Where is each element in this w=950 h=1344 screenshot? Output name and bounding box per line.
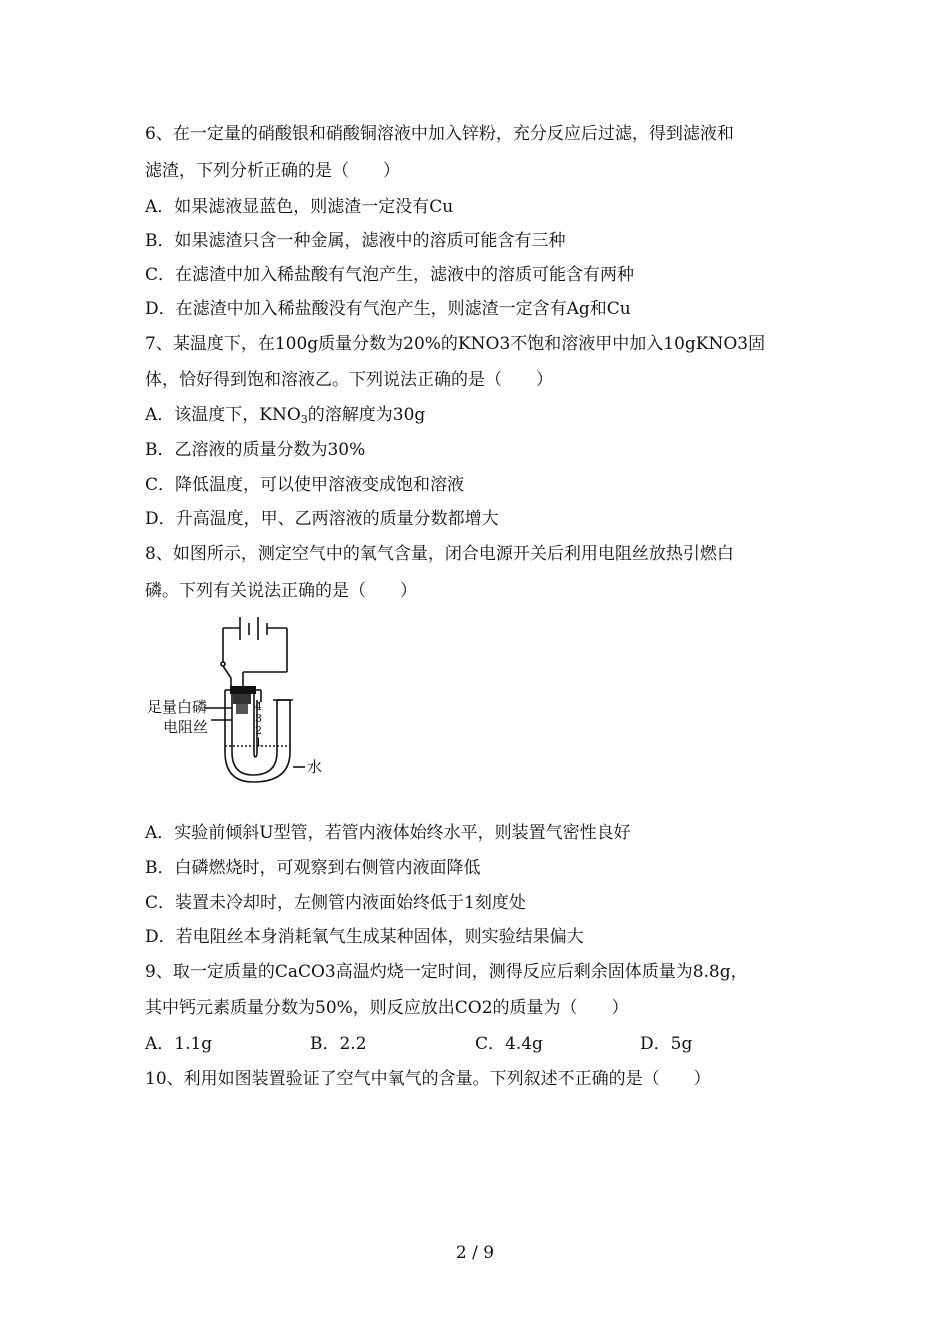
q7-option-a-text: A．该温度下，KNO <box>145 405 301 425</box>
scale-mark-2: 2 <box>255 724 262 737</box>
q7-option-a-rest: 的溶解度为30g <box>307 405 426 425</box>
q6-option-a: A．如果滤液显蓝色，则滤渣一定没有Cu <box>145 197 454 217</box>
q7-option-b: B．乙溶液的质量分数为30% <box>145 440 366 460</box>
q9-stem-line2: 其中钙元素质量分数为50%，则反应放出CO2的质量为（ ） <box>145 998 629 1018</box>
q8-option-b: B．白磷燃烧时，可观察到右侧管内液面降低 <box>145 858 481 878</box>
q8-option-c: C．装置未冷却时，左侧管内液面始终低于1刻度处 <box>145 893 526 913</box>
q6-option-c: C．在滤渣中加入稀盐酸有气泡产生，滤液中的溶质可能含有两种 <box>145 265 635 285</box>
q9-option-d: D．5g <box>640 1034 693 1054</box>
q7-stem-line1: 7、某温度下，在100g质量分数为20%的KNO3不饱和溶液甲中加入10gKNO3固 <box>145 334 766 354</box>
q7-option-d: D．升高温度，甲、乙两溶液的质量分数都增大 <box>145 509 499 529</box>
label-water: 水 <box>307 758 323 776</box>
q8-stem-line1: 8、如图所示，测定空气中的氧气含量，闭合电源开关后利用电阻丝放热引燃白 <box>145 544 734 564</box>
q7-option-a-subscript: 3 <box>300 413 308 426</box>
q8-option-a: A．实验前倾斜U型管，若管内液体始终水平，则装置气密性良好 <box>145 823 631 843</box>
scale-mark-1: 1 <box>255 736 262 749</box>
q6-stem-line2: 滤渣，下列分析正确的是（ ） <box>145 161 400 181</box>
q9-option-a: A．1.1g <box>145 1034 213 1054</box>
scale-mark-4: 4 <box>255 700 262 713</box>
scale-mark-3: 3 <box>255 712 262 725</box>
u-tube-apparatus-figure <box>145 612 335 787</box>
q6-option-d: D．在滤渣中加入稀盐酸没有气泡产生，则滤渣一定含有Ag和Cu <box>145 299 631 319</box>
q9-option-c: C．4.4g <box>475 1034 543 1054</box>
q9-stem-line1: 9、取一定质量的CaCO3高温灼烧一定时间，测得反应后剩余固体质量为8.8g， <box>145 962 748 982</box>
page-number: 2 / 9 <box>455 1243 495 1263</box>
q8-option-d: D．若电阻丝本身消耗氧气生成某种固体，则实验结果偏大 <box>145 927 584 947</box>
q6-option-b: B．如果滤渣只含一种金属，滤液中的溶质可能含有三种 <box>145 231 566 251</box>
q9-option-b: B．2.2 <box>310 1034 367 1054</box>
q7-stem-line2: 体，恰好得到饱和溶液乙。下列说法正确的是（ ） <box>145 370 553 390</box>
q8-stem-line2: 磷。下列有关说法正确的是（ ） <box>145 581 417 601</box>
q7-option-c: C．降低温度，可以使甲溶液变成饱和溶液 <box>145 475 465 495</box>
label-resistance-wire: 电阻丝 <box>163 718 209 736</box>
label-white-phosphorus: 足量白磷 <box>147 698 208 716</box>
q7-option-a <box>145 404 425 428</box>
q10-stem-line1: 10、利用如图装置验证了空气中氧气的含量。下列叙述不正确的是（ ） <box>145 1069 711 1089</box>
q6-stem-line1: 6、在一定量的硝酸银和硝酸铜溶液中加入锌粉，充分反应后过滤，得到滤液和 <box>145 124 734 144</box>
